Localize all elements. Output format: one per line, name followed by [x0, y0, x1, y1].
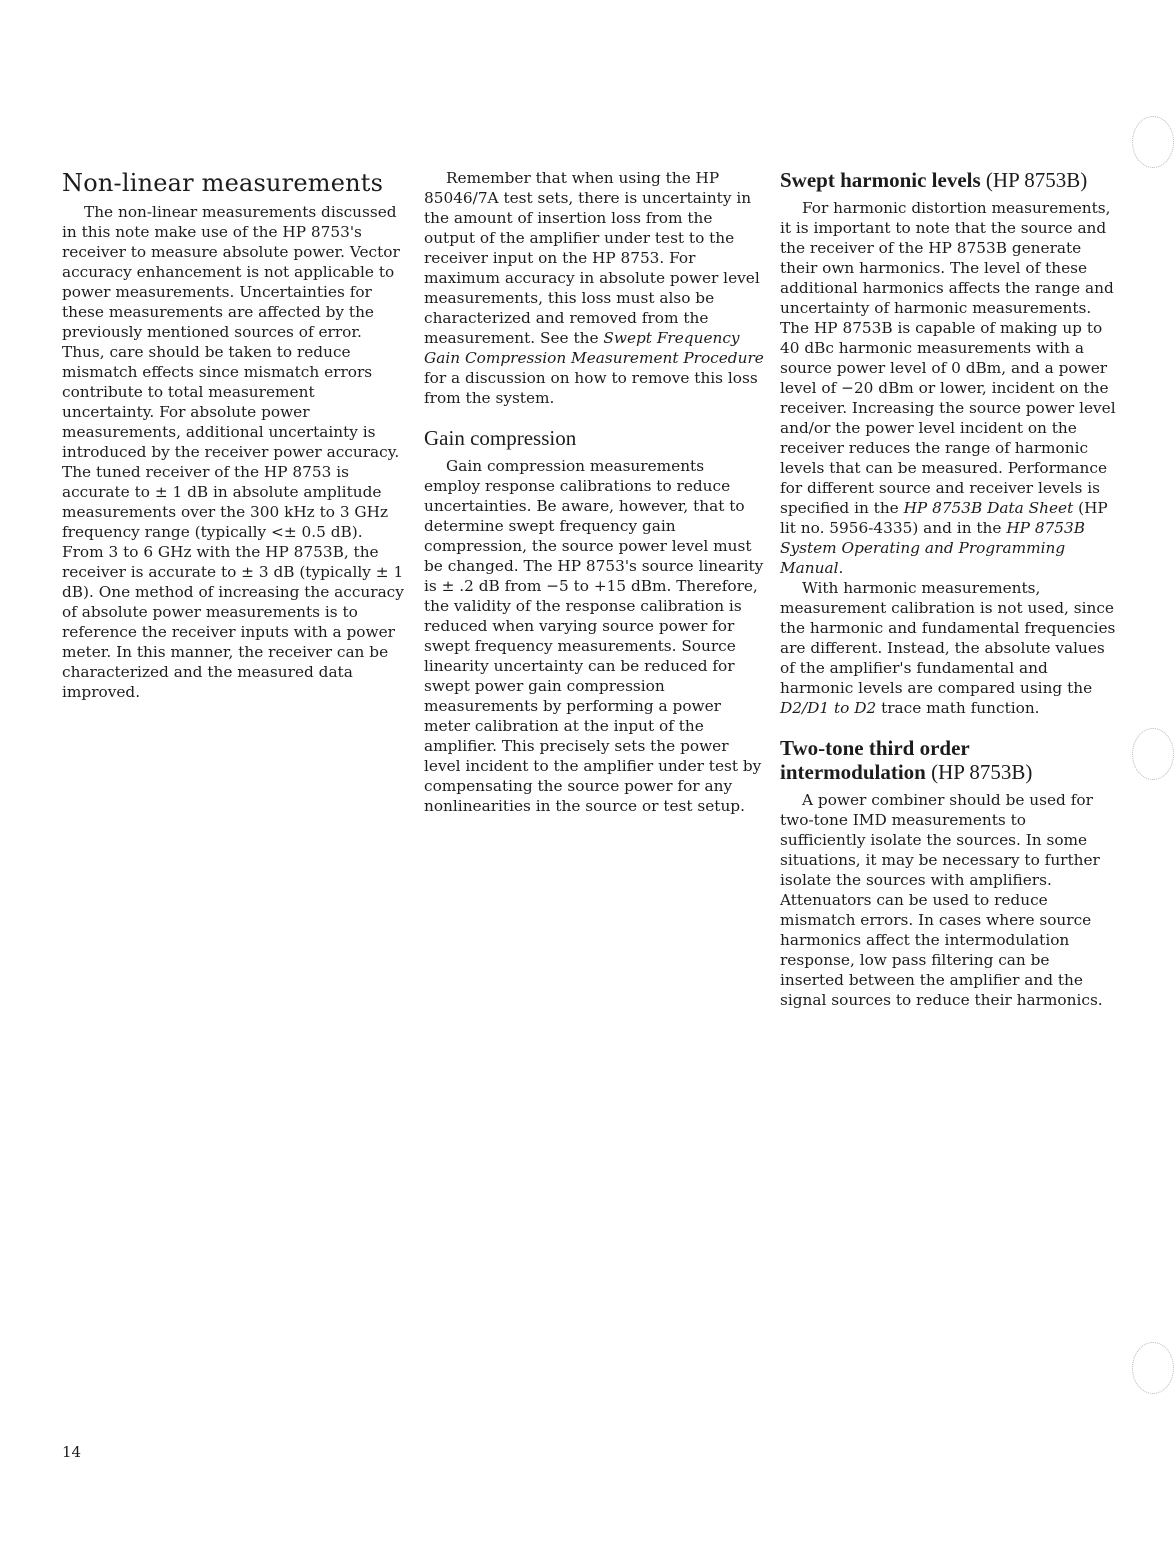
trace-math-name: D2/D1 to D2 [780, 699, 877, 717]
two-tone-paragraph: A power combiner should be used for two-tone IMD measurements to sufficiently isolate the sources. In some situations, it may be necessary to further isolate the sources with amplifiers. Attenuators can be used to reduce mismatch errors. In cases where source harmonics affect the intermodulation response, low pass filtering can be inserted between the amplifier and the signal sources to reduce their harmonics. [780, 791, 1103, 1009]
harmonic-text-b: (HP lit no. 5956-4335) and in the [780, 499, 1108, 537]
harmonic-calibration-paragraph [780, 578, 1116, 718]
nonlinear-paragraph: The non-linear measurements discussed in this note make use of the HP 8753's receiver to measure absolute power. Vector accuracy enhancement is not applicable to power measurements. Uncertainties for these measurements are affected by the previously mentioned sources of error. Thus, care should be taken to reduce mismatch effects since mismatch errors contribute to total measurement uncertainty. For absolute power measurements, additional uncertainty is introduced by the receiver power accuracy. The tuned receiver of the HP 8753 is accurate to ± 1 dB in absolute amplitude measurements over the 300 kHz to 3 GHz frequency range (typically <± 0.5 dB). From 3 to 6 GHz with the HP 8753B, the receiver is accurate to ± 3 dB (typically ± 1 dB). One method of increasing the accuracy of absolute power measurements is to reference the receiver inputs with a power meter. In this manner, the receiver can be characterized and the measured data improved. [62, 203, 404, 701]
binder-hole-middle [1132, 728, 1174, 780]
section-heading-nonlinear: Non-linear measurements [62, 169, 384, 197]
insertion-loss-text-b: for a discussion on how to remove this loss from the system. [424, 369, 758, 407]
column-middle [424, 168, 764, 816]
binder-hole-top [1132, 116, 1174, 168]
column-right [780, 168, 1116, 1010]
binder-hole-bottom [1132, 1342, 1174, 1394]
harmonic-distortion-paragraph [780, 198, 1116, 578]
swept-harmonic-heading-model: (HP 8753B) [980, 168, 1088, 192]
manual-title: HP 8753B System Operating and Programming Manual. [780, 519, 1085, 577]
section-heading-two-tone [780, 736, 1116, 784]
harmonic-text-a: For harmonic distortion measurements, it is important to note that the source and the receiver of the HP 8753B generate their own harmonics. The level of these additional harmonics affects the range and uncertainty of harmonic measurements. The HP 8753B is capable of making up to 40 dBc harmonic measurements with a source power level of 0 dBm, and a power level of −20 dBm or lower, incident on the receiver. Increasing the source power level and/or the power level incident on the receiver reduces the range of harmonic levels that can be measured. Performance for different source and receiver levels is specified in the [780, 199, 1116, 517]
gain-compression-paragraph: Gain compression measurements employ response calibrations to reduce uncertainties. Be aware, however, that to determine swept frequency gain compression, the source power level must be changed. The HP 8753's source linearity is ± .2 dB from −5 to +15 dBm. Therefore, the validity of the response calibration is reduced when varying source power for swept frequency measurements. Source linearity uncertainty can be reduced for swept power gain compression measurements by performing a power meter calibration at the input of the amplifier. This precisely sets the power level incident to the amplifier under test by compensating the source power for any nonlinearities in the source or test setup. [424, 457, 764, 815]
insertion-loss-paragraph [424, 168, 764, 408]
data-sheet-title: HP 8753B Data Sheet [903, 499, 1074, 517]
two-tone-heading-model: (HP 8753B) [925, 760, 1033, 784]
calibration-text-b: trace math function. [876, 699, 1040, 717]
section-heading-gain-compression: Gain compression [424, 426, 577, 450]
section-heading-swept-harmonic [780, 168, 1116, 192]
column-left [62, 168, 404, 702]
procedure-title: Swept Frequency Gain Compression Measurement Procedure [424, 329, 764, 367]
two-tone-heading-bold: Two-tone third order intermodulation [780, 736, 970, 784]
calibration-text-a: With harmonic measurements, measurement calibration is not used, since the harmonic and fundamental frequencies are different. Instead, the absolute values of the amplifier's fundamental and harmonic levels are compared using the [780, 579, 1116, 697]
insertion-loss-text-a: Remember that when using the HP 85046/7A test sets, there is uncertainty in the amount of insertion loss from the output of the amplifier under test to the receiver input on the HP 8753. For maximum accuracy in absolute power level measurements, this loss must also be characterized and removed from the measurement. See the [424, 169, 760, 347]
page-number: 14 [62, 1443, 82, 1461]
swept-harmonic-heading-bold: Swept harmonic levels [780, 168, 981, 192]
